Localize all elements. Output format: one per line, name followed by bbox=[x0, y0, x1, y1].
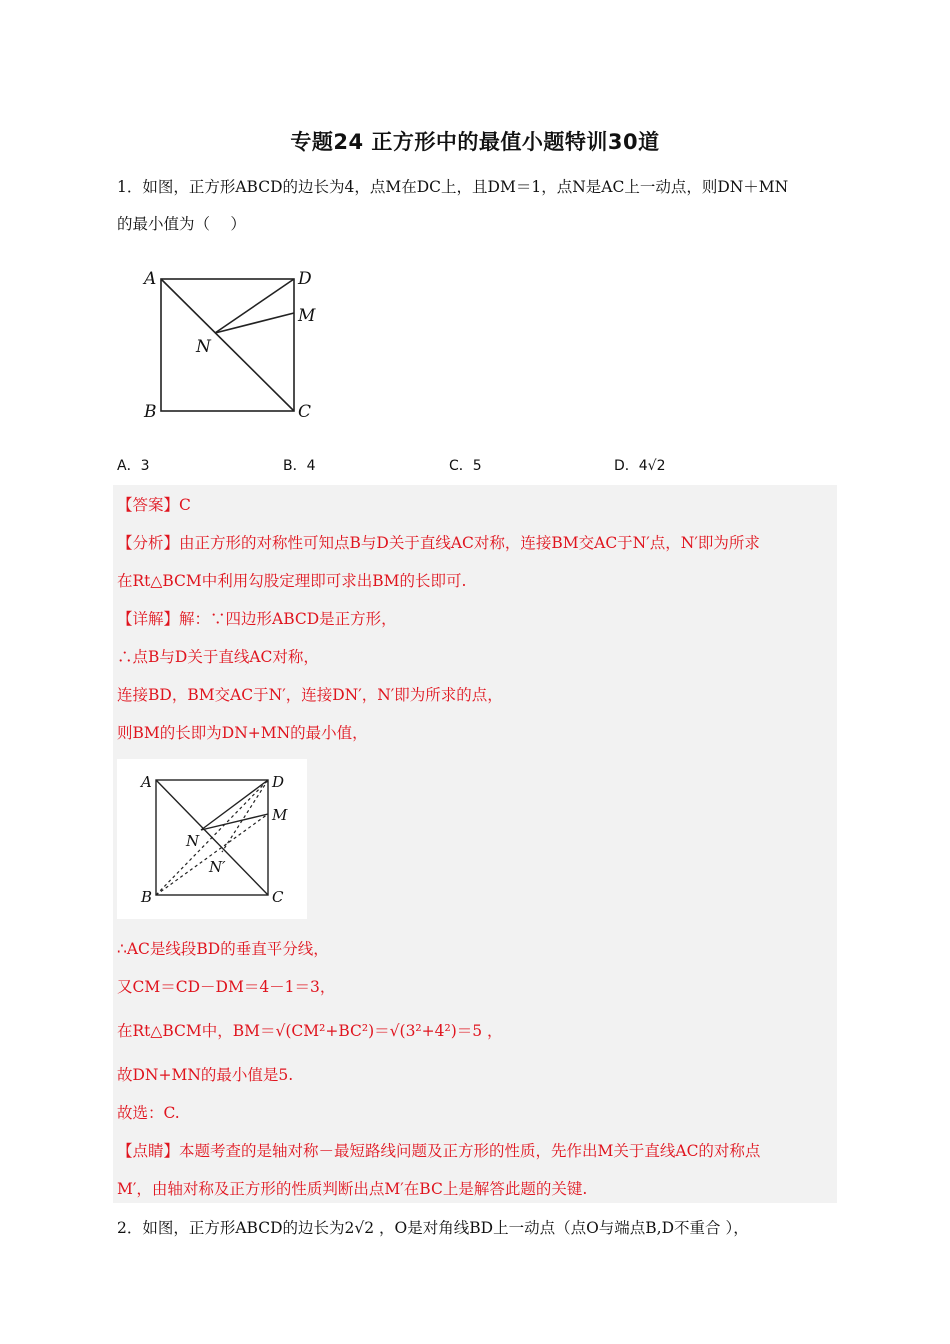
comment-line-2: M′，由轴对称及正方形的性质判断出点M′在BC上是解答此题的关键. bbox=[117, 1180, 588, 1198]
question-1-options bbox=[117, 455, 837, 479]
label-a-2: A bbox=[141, 773, 152, 791]
question-1-line-1: 1．如图，正方形ABCD的边长为4，点M在DC上，且DM＝1，点N是AC上一动点，则DN＋MN bbox=[117, 178, 789, 196]
option-d[interactable]: D．4√2 bbox=[614, 458, 666, 474]
option-c[interactable]: C．5 bbox=[449, 458, 482, 474]
detail-line-9: 故选：C. bbox=[117, 1104, 180, 1122]
answer-line: 【答案】C bbox=[117, 496, 191, 514]
detail-line-6: 又CM＝CD－DM＝4－1＝3， bbox=[117, 978, 336, 996]
detail-line-8: 故DN+MN的最小值是5. bbox=[117, 1066, 294, 1084]
label-m: M bbox=[298, 306, 316, 326]
label-a: A bbox=[144, 269, 157, 289]
page-title: 专题24 正方形中的最值小题特训30道 bbox=[290, 130, 660, 154]
label-c-2: C bbox=[272, 888, 284, 906]
detail-line-3: 连接BD，BM交AC于N′，连接DN′，N′即为所求的点， bbox=[117, 686, 503, 704]
segment-dn bbox=[215, 279, 294, 333]
option-b[interactable]: B．4 bbox=[283, 458, 316, 474]
question-1-figure bbox=[140, 262, 330, 428]
comment-line-1: 【点睛】本题考查的是轴对称－最短路线问题及正方形的性质，先作出M关于直线AC的对称点 bbox=[117, 1142, 761, 1160]
label-b: B bbox=[144, 402, 157, 422]
detail-line-4: 则BM的长即为DN+MN的最小值， bbox=[117, 724, 368, 742]
analysis-line-2: 在Rt△BCM中利用勾股定理即可求出BM的长即可. bbox=[117, 572, 467, 590]
detail-line-1: 【详解】解：∵四边形ABCD是正方形， bbox=[117, 610, 397, 628]
label-b-2: B bbox=[141, 888, 153, 906]
label-m-2: M bbox=[272, 806, 288, 824]
dashed-bm bbox=[156, 814, 268, 895]
diagonal-ac bbox=[161, 279, 294, 411]
label-d-2: D bbox=[272, 773, 285, 791]
detail-line-5: ∴AC是线段BD的垂直平分线， bbox=[117, 940, 329, 958]
question-2-line-1: 2．如图，正方形ABCD的边长为2√2 ，O是对角线BD上一动点（点O与端点B,D不重合 ）， bbox=[117, 1219, 749, 1237]
label-n: N bbox=[196, 337, 211, 357]
question-1-line-2: 的最小值为（ ） bbox=[117, 215, 246, 233]
label-n-2: N bbox=[186, 832, 200, 850]
label-n-prime: N′ bbox=[209, 858, 226, 876]
detail-line-2: ∴点B与D关于直线AC对称， bbox=[117, 648, 319, 666]
option-a[interactable]: A．3 bbox=[117, 458, 150, 474]
label-d: D bbox=[298, 269, 312, 289]
label-c: C bbox=[298, 402, 312, 422]
detail-line-7: 在Rt△BCM中，BM＝√(CM²+BC²)＝√(3²+4²)＝5 ， bbox=[117, 1022, 503, 1040]
solution-figure bbox=[117, 759, 307, 919]
analysis-line-1: 【分析】由正方形的对称性可知点B与D关于直线AC对称，连接BM交AC于N′点，N′即为所求 bbox=[117, 534, 760, 552]
segment-mn bbox=[215, 313, 294, 333]
